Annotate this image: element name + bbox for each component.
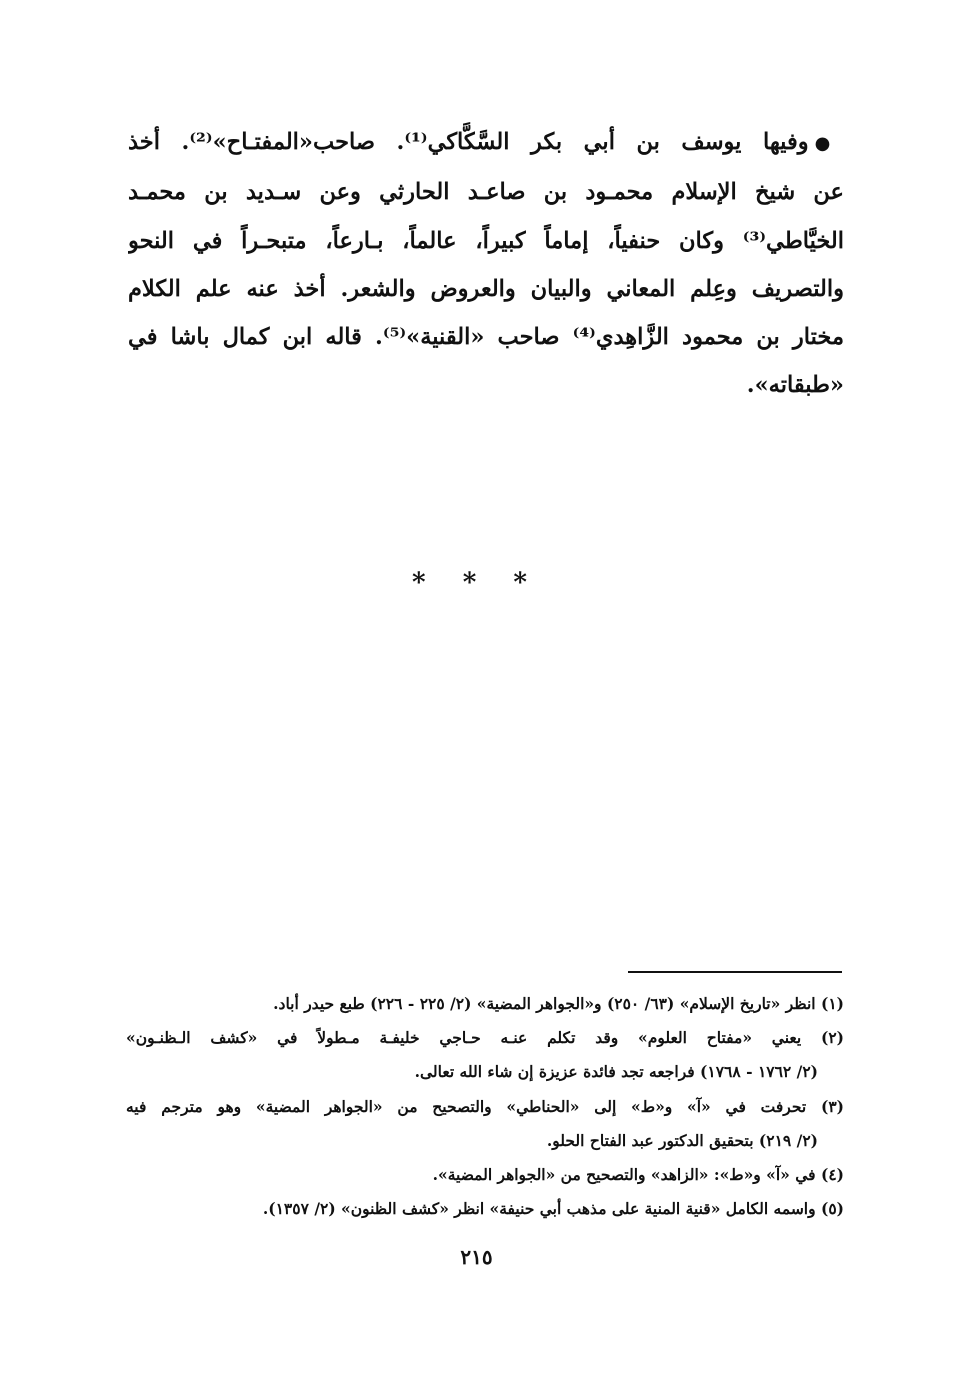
body-line: والتصريف وعِلم المعاني والبيان والعروض والشعر. أخذ عنه علم الكلام bbox=[128, 275, 844, 302]
footnote-3: (٣) تحرفت في «آ» و«ط» إلى «الحناطي» والتصحيح من «الجواهر المضية» وهو مترجم فيه bbox=[126, 1096, 844, 1116]
section-separator: * * * bbox=[412, 568, 541, 598]
footnote-5: (٥) واسمه الكامل «قنية المنية على مذهب أبي حنيفة» انظر «كشف الظنون» (٢/ ١٣٥٧). bbox=[262, 1199, 844, 1219]
main-text bbox=[128, 118, 844, 410]
body-line: مختار بن محمود الزَّاهِدي⁽⁴⁾ صاحب «القنية»⁽⁵⁾. قاله ابن كمال باشا في bbox=[128, 324, 844, 351]
body-line: عن شيخ الإسلام محمـود بن صاعـد الحارثي وعن سـديد بن محمـد bbox=[128, 179, 844, 206]
footnote-3-continued: (٢/ ٢١٩) بتحقيق الدكتور عبد الفتاح الحلو. bbox=[546, 1130, 818, 1150]
footnote-1: (١) انظر «تاريخ الإسلام» (٦٣/ ٢٥٠) و«الجواهر المضية» (٢/ ٢٢٥ - ٢٢٦) طبع حيدر أباد. bbox=[273, 994, 844, 1013]
body-line: الخيَّاطي⁽³⁾ وكان حنفياً، إماماً كبيراً، عالماً، بـارعاً، متبحـراً في النحو bbox=[128, 227, 844, 254]
footnote-2: (٢) يعني «مفتاح العلوم» وقد تكلم عنـه حـاجي خليفـة مـطولاً في «كشف الـظنـون» bbox=[126, 1028, 844, 1048]
body-line: ●وفيها يوسف بن أبي بكر السَّكَّاكي⁽¹⁾. صاحب«المفتـاح»⁽²⁾. أخذ bbox=[128, 129, 844, 155]
footnote-2-continued: (٢/ ١٧٦٢ - ١٧٦٨) فراجعه تجد فائدة عزيزة إن شاء الله تعالى. bbox=[414, 1062, 818, 1082]
page-number: ٢١٥ bbox=[460, 1245, 493, 1269]
bullet-icon: ● bbox=[814, 133, 844, 154]
footnote-rule bbox=[628, 971, 842, 973]
body-line: «طبقاته». bbox=[746, 372, 844, 399]
footnote-4: (٤) في «آ» و«ط»: «الزاهد» والتصحيح من «الجواهر المضية». bbox=[432, 1165, 844, 1185]
footnotes bbox=[126, 987, 844, 1226]
